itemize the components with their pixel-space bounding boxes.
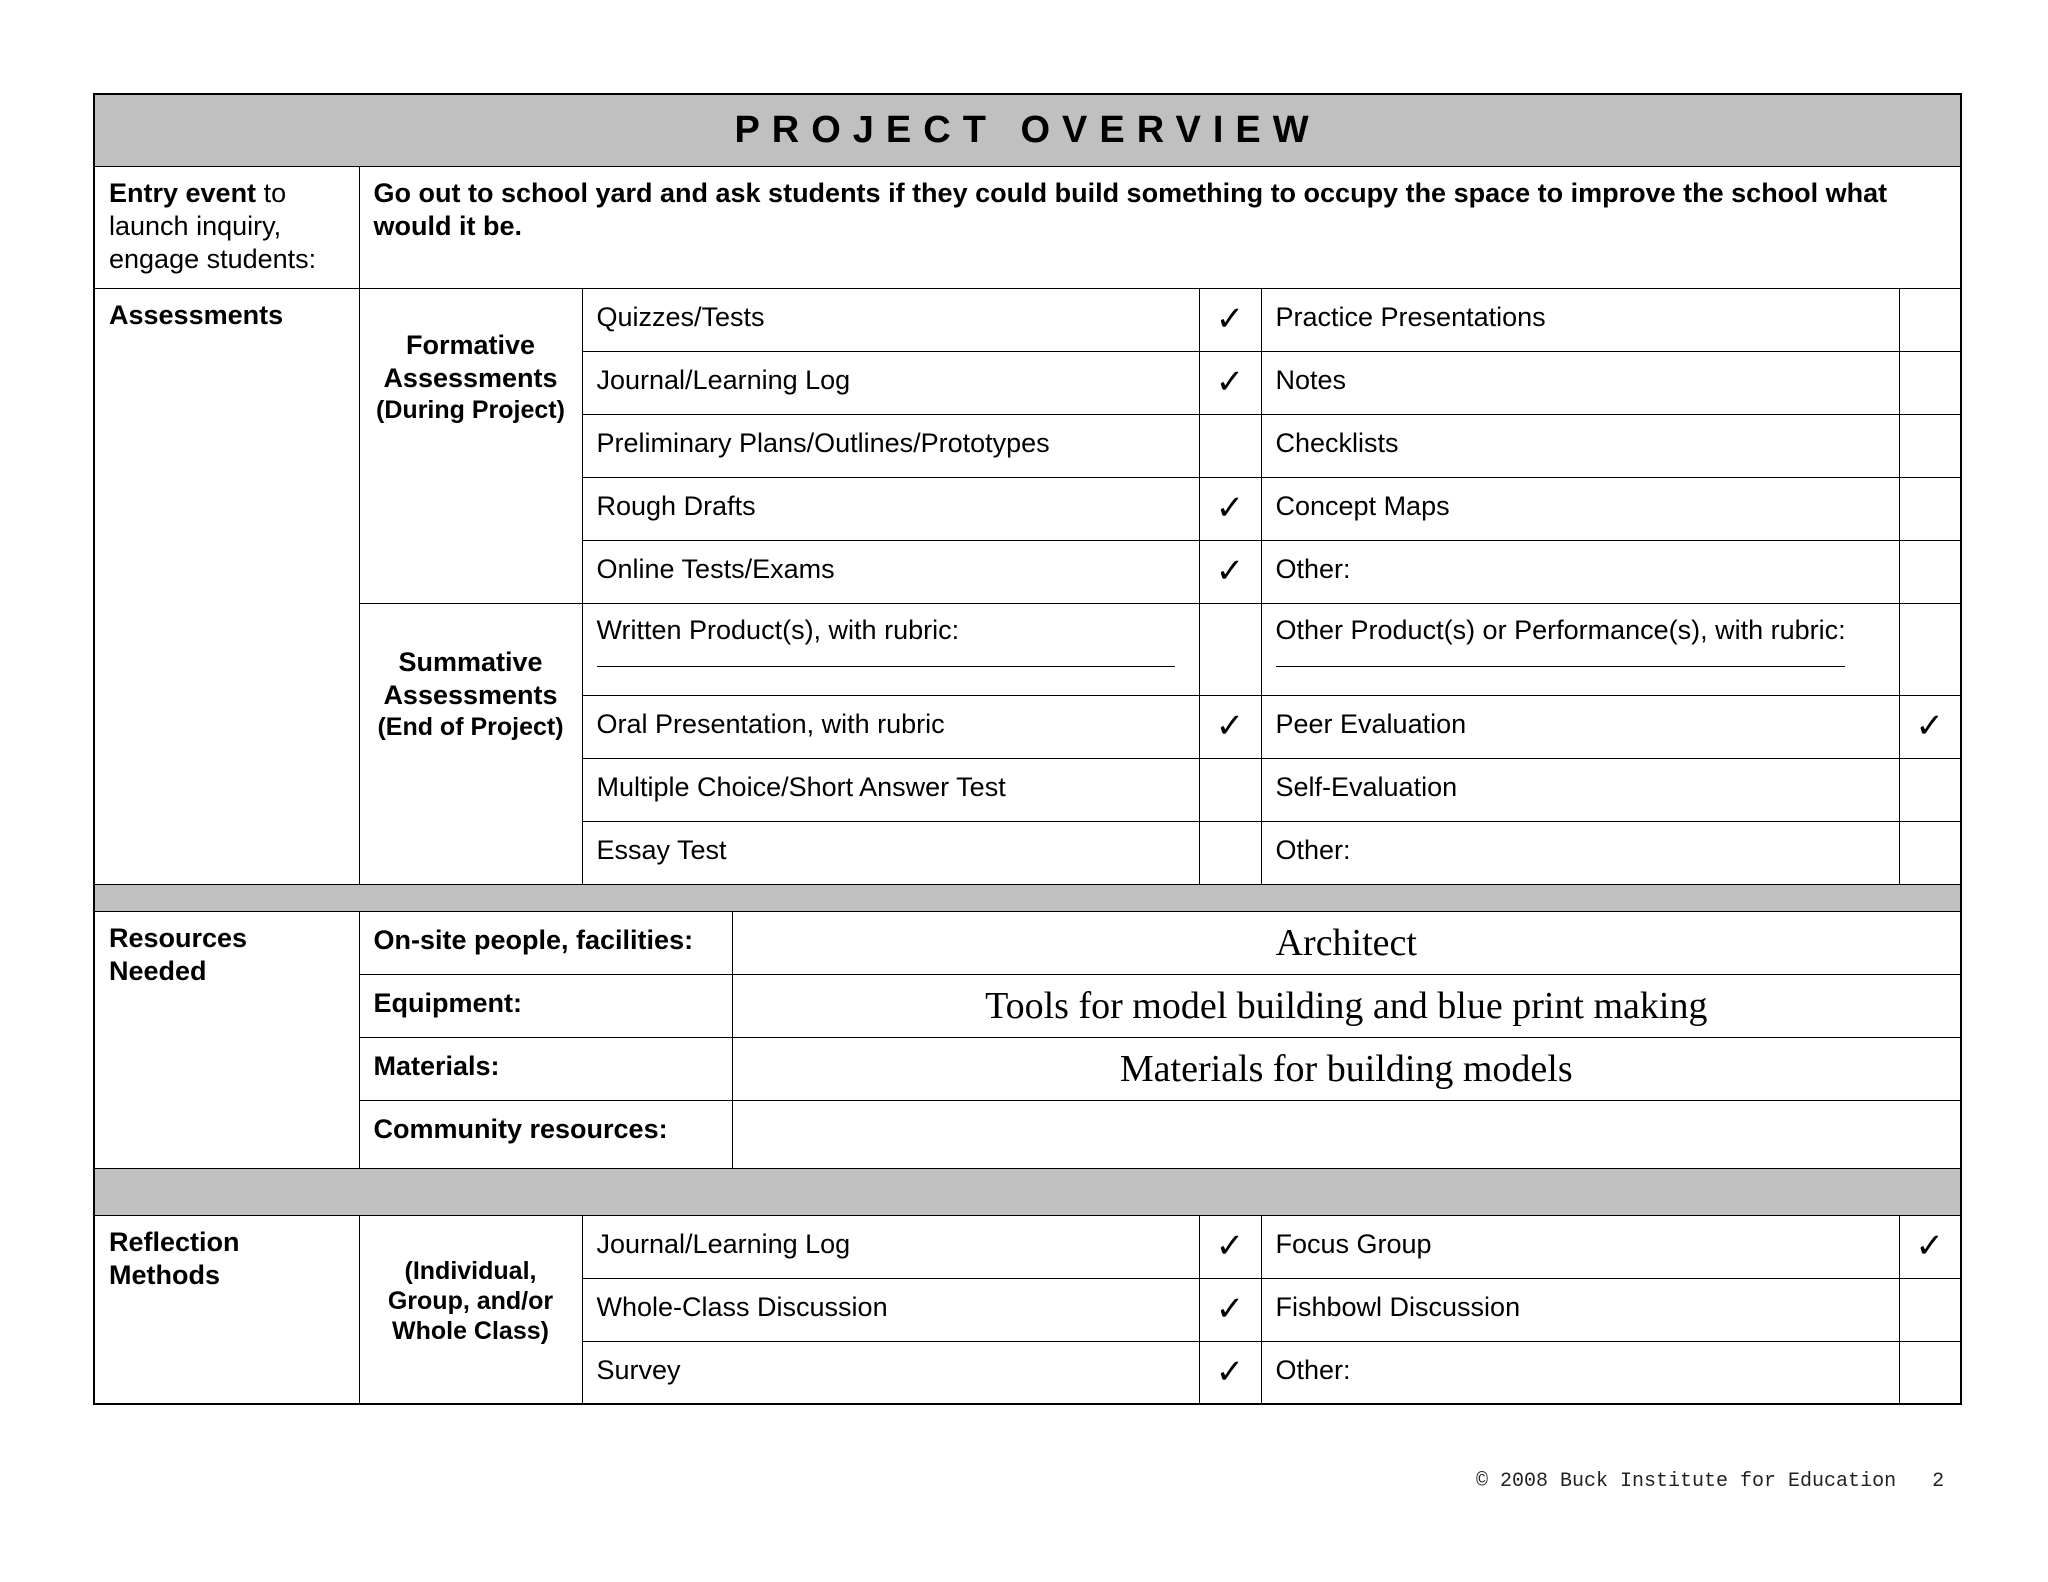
formative-right-item: Other: [1261, 540, 1899, 603]
summative-left-item: Multiple Choice/Short Answer Test [582, 758, 1199, 821]
formative-left-checkbox[interactable] [1199, 414, 1261, 477]
summative-sub: (End of Project) [377, 712, 564, 741]
summative-left-item: Oral Presentation, with rubric [582, 695, 1199, 758]
formative-right-checkbox[interactable] [1899, 351, 1961, 414]
formative-left-item: Preliminary Plans/Outlines/Prototypes [582, 414, 1199, 477]
summative-label [359, 603, 582, 884]
copyright-text: © 2008 Buck Institute for Education [1476, 1470, 1897, 1493]
other-product-blank[interactable] [1276, 647, 1845, 667]
formative-right-checkbox[interactable] [1899, 288, 1961, 351]
summative-right-item: Peer Evaluation [1261, 695, 1899, 758]
written-product-label: Written Product(s), with rubric: [596, 614, 960, 645]
reflection-right-checkbox[interactable]: ✓ [1899, 1215, 1961, 1278]
reflection-group-text: (Individual, Group, and/or Whole Class) [387, 1256, 554, 1345]
entry-event-label [94, 166, 359, 288]
reflection-right-checkbox[interactable] [1899, 1341, 1961, 1404]
summative-right-checkbox[interactable] [1899, 821, 1961, 884]
reflection-group-label [359, 1215, 582, 1404]
resource-value[interactable]: Materials for building models [732, 1037, 1961, 1100]
formative-right-checkbox[interactable] [1899, 540, 1961, 603]
summative-left-checkbox[interactable]: ✓ [1199, 695, 1261, 758]
reflection-left-item: Survey [582, 1341, 1199, 1404]
resource-value[interactable]: Architect [732, 911, 1961, 974]
page-footer [1476, 1470, 1944, 1493]
page-title: PROJECT OVERVIEW [94, 94, 1961, 166]
formative-right-checkbox[interactable] [1899, 477, 1961, 540]
formative-left-item: Journal/Learning Log [582, 351, 1199, 414]
reflection-right-checkbox[interactable] [1899, 1278, 1961, 1341]
formative-right-item: Concept Maps [1261, 477, 1899, 540]
entry-event-text: Go out to school yard and ask students if they could build something to occupy the space to improve the school what would it be. [359, 166, 1961, 288]
summative-left-checkbox[interactable] [1199, 758, 1261, 821]
formative-left-checkbox[interactable]: ✓ [1199, 540, 1261, 603]
page-number: 2 [1932, 1470, 1945, 1493]
formative-sub: (During Project) [376, 395, 565, 424]
formative-left-checkbox[interactable]: ✓ [1199, 288, 1261, 351]
resource-label: Community resources: [359, 1100, 732, 1168]
summative-left-checkbox[interactable] [1199, 603, 1261, 695]
reflection-left-checkbox[interactable]: ✓ [1199, 1215, 1261, 1278]
summative-left-checkbox[interactable] [1199, 821, 1261, 884]
formative-left-checkbox[interactable]: ✓ [1199, 477, 1261, 540]
section-divider [94, 884, 1961, 911]
resource-label: On-site people, facilities: [359, 911, 732, 974]
formative-right-item: Checklists [1261, 414, 1899, 477]
assessments-label: Assessments [94, 288, 359, 884]
reflection-right-item: Other: [1261, 1341, 1899, 1404]
reflection-right-item: Focus Group [1261, 1215, 1899, 1278]
summative-right-item: Other: [1261, 821, 1899, 884]
formative-label [359, 288, 582, 603]
formative-left-checkbox[interactable]: ✓ [1199, 351, 1261, 414]
summative-right-checkbox[interactable] [1899, 758, 1961, 821]
entry-event-label-rest: to launch inquiry, engage students: [109, 177, 317, 274]
reflection-left-checkbox[interactable]: ✓ [1199, 1278, 1261, 1341]
summative-right-item: Self-Evaluation [1261, 758, 1899, 821]
formative-title: Formative Assessments [383, 329, 558, 393]
formative-left-item: Online Tests/Exams [582, 540, 1199, 603]
project-overview-table [93, 93, 1962, 1405]
formative-right-checkbox[interactable] [1899, 414, 1961, 477]
summative-title: Summative Assessments [383, 646, 558, 710]
resource-label: Equipment: [359, 974, 732, 1037]
written-product-blank[interactable] [597, 647, 1175, 667]
formative-left-item: Quizzes/Tests [582, 288, 1199, 351]
reflection-left-item: Whole-Class Discussion [582, 1278, 1199, 1341]
reflection-right-item: Fishbowl Discussion [1261, 1278, 1899, 1341]
entry-event-label-bold: Entry event [109, 177, 257, 208]
resource-label: Materials: [359, 1037, 732, 1100]
other-product-item [1261, 603, 1899, 695]
summative-left-item: Essay Test [582, 821, 1199, 884]
formative-left-item: Rough Drafts [582, 477, 1199, 540]
other-product-label: Other Product(s) or Performance(s), with rubric: [1275, 614, 1846, 645]
reflection-label: Reflection Methods [94, 1215, 359, 1404]
written-product-item [582, 603, 1199, 695]
section-divider [94, 1168, 1961, 1215]
summative-right-checkbox[interactable]: ✓ [1899, 695, 1961, 758]
reflection-left-checkbox[interactable]: ✓ [1199, 1341, 1261, 1404]
resources-label: Resources Needed [94, 911, 359, 1168]
formative-right-item: Practice Presentations [1261, 288, 1899, 351]
formative-right-item: Notes [1261, 351, 1899, 414]
resource-value[interactable] [732, 1100, 1961, 1168]
summative-right-checkbox[interactable] [1899, 603, 1961, 695]
reflection-left-item: Journal/Learning Log [582, 1215, 1199, 1278]
resource-value[interactable]: Tools for model building and blue print making [732, 974, 1961, 1037]
